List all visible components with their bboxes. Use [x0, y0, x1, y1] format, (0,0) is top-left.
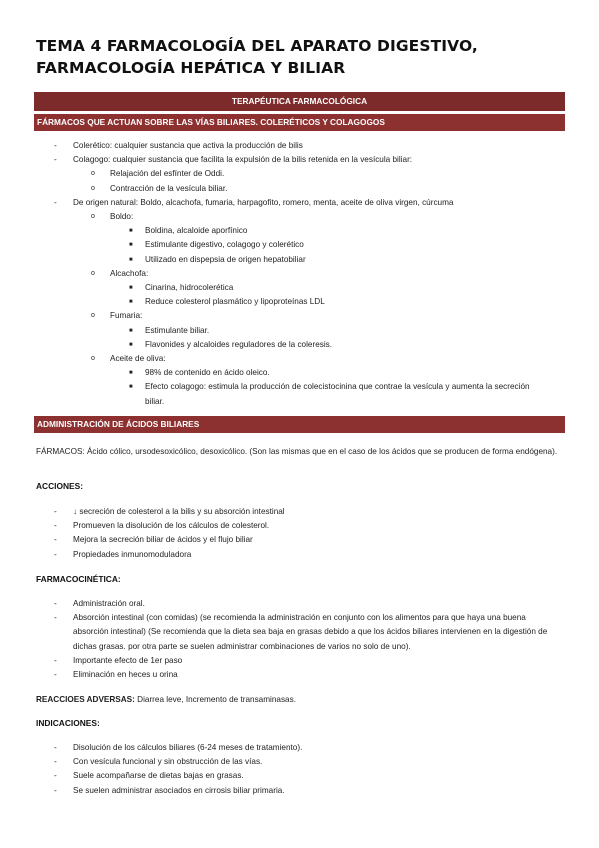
- list-item: [0, 519, 599, 533]
- list-item: [0, 267, 599, 281]
- dash-bullet: -: [54, 535, 57, 545]
- section-banner-farmacos-vias-biliares: FÁRMACOS QUE ACTUAN SOBRE LAS VÍAS BILIARES. COLERÉTICOS Y COLAGOGOS: [34, 114, 565, 131]
- list-item-text: Con vesícula funcional y sin obstrucción de las vías.: [73, 757, 263, 767]
- list-item: [0, 253, 599, 267]
- list-item: [0, 139, 599, 153]
- dash-bullet: -: [54, 599, 57, 608]
- farmacocinetica-list: [0, 597, 599, 682]
- list-item: [0, 224, 599, 238]
- dash-bullet: -: [54, 549, 57, 559]
- circle-bullet: o: [91, 312, 95, 320]
- reacciones-label: REACCIOES ADVERSAS:: [36, 695, 135, 704]
- list-item-text: Importante efecto de 1er paso: [73, 655, 183, 665]
- list-item-text: Colerético: cualquier sustancia que activa la producción de bilis: [73, 141, 303, 150]
- list-item: [0, 210, 599, 224]
- list-item-text: Reduce colesterol plasmático y lipoproteínas LDL: [145, 297, 325, 307]
- list-item-text: Promueven la disolución de los cálculos de colesterol.: [73, 521, 270, 531]
- list-item-text: Propiedades inmunomoduladora: [73, 549, 192, 559]
- bile-drugs-list: [0, 139, 599, 409]
- list-item-text: Estimulante biliar.: [145, 325, 210, 335]
- list-item: [0, 533, 599, 547]
- list-item-text: Efecto colagogo: estimula la producción de colecistocinina que contrae la vesícula y aumenta la secreción biliar.: [145, 382, 530, 406]
- list-item: [0, 309, 599, 323]
- dash-bullet: -: [54, 141, 57, 150]
- indicaciones-list: [0, 741, 599, 798]
- list-item: [0, 784, 599, 798]
- list-item: [0, 295, 599, 309]
- acciones-heading: ACCIONES:: [36, 481, 83, 491]
- list-item: [0, 281, 599, 295]
- circle-bullet: o: [91, 184, 95, 192]
- square-bullet: ■: [129, 228, 133, 235]
- list-item: [0, 153, 599, 167]
- circle-bullet: o: [91, 170, 95, 178]
- list-item: [0, 182, 599, 196]
- farmacos-label: FÁRMACOS:: [36, 447, 85, 456]
- list-item: [0, 597, 599, 611]
- list-item: [0, 654, 599, 668]
- list-item-text: ↓ secreción de colesterol a la bilis y su absorción intestinal: [73, 507, 285, 516]
- square-bullet: ■: [129, 256, 133, 263]
- square-bullet: ■: [129, 299, 133, 306]
- dash-bullet: -: [54, 521, 57, 531]
- section-banner-acidos-biliares: ADMINISTRACIÓN DE ÁCIDOS BILIARES: [34, 416, 565, 433]
- list-item: [0, 196, 599, 210]
- circle-bullet: o: [91, 213, 95, 221]
- list-item-text: Aceite de oliva:: [110, 354, 166, 364]
- list-item-text: Absorción intestinal (con comidas) (se recomienda la administración en conjunto con los alimentos para que haya una buena absorción intestinal) (Se recomienda que la dieta sea baja en grasas debido a que los ácidos biliares intervienen en la digestión de dichas grasas. por otra parte se suelen administrar combinaciones de varios no solo de uno).: [73, 613, 548, 651]
- list-item: [0, 668, 599, 682]
- square-bullet: ■: [129, 384, 133, 391]
- list-item: [0, 611, 599, 654]
- list-item: [0, 741, 599, 755]
- list-item: [0, 238, 599, 252]
- list-item-text: Estimulante digestivo, colagogo y colerético: [145, 240, 304, 250]
- square-bullet: ■: [129, 242, 133, 249]
- dash-bullet: -: [54, 771, 57, 781]
- dash-bullet: -: [54, 757, 57, 767]
- list-item: [0, 167, 599, 181]
- list-item-text: De origen natural: Boldo, alcachofa, fumaria, harpagofito, romero, menta, aceite de oliva virgen, cúrcuma: [73, 197, 454, 207]
- list-item-text: 98% de contenido en ácido oleico.: [145, 368, 270, 378]
- list-item-text: Cinarina, hidrocolerética: [145, 283, 234, 293]
- indicaciones-heading: INDICACIONES:: [36, 718, 100, 728]
- dash-bullet: -: [54, 670, 57, 680]
- list-item-text: Colagogo: cualquier sustancia que facilita la expulsión de la bilis retenida en la vesícula biliar:: [73, 155, 413, 165]
- list-item-text: Fumaria:: [110, 311, 143, 321]
- farmacos-paragraph: [36, 445, 564, 459]
- list-item-text: Utilizado en dispepsia de origen hepatobiliar: [145, 254, 306, 264]
- dash-bullet: -: [54, 197, 57, 207]
- list-item-text: Flavonides y alcaloides reguladores de la coleresis.: [145, 339, 333, 349]
- list-item-text: Relajación del esfínter de Oddi.: [110, 169, 225, 179]
- document-title: TEMA 4 FARMACOLOGÍA DEL APARATO DIGESTIVO, FARMACOLOGÍA HEPÁTICA Y BILIAR: [36, 37, 478, 77]
- list-item: [0, 380, 599, 408]
- dash-bullet: -: [54, 785, 57, 795]
- list-item: [0, 366, 599, 380]
- list-item: [0, 324, 599, 338]
- list-item-text: Administración oral.: [73, 599, 145, 608]
- list-item: [0, 505, 599, 519]
- square-bullet: ■: [129, 285, 133, 292]
- dash-bullet: -: [54, 655, 57, 665]
- square-bullet: ■: [129, 341, 133, 348]
- list-item-text: Mejora la secreción biliar de ácidos y el flujo biliar: [73, 535, 253, 545]
- list-item-text: Eliminación en heces u orina: [73, 670, 178, 680]
- list-item-text: Boldo:: [110, 212, 134, 222]
- dash-bullet: -: [54, 155, 57, 165]
- reacciones-text: Diarrea leve, Incremento de transaminasas.: [137, 695, 296, 704]
- list-item: [0, 769, 599, 783]
- dash-bullet: -: [54, 743, 57, 752]
- reacciones-paragraph: [36, 693, 564, 707]
- list-item-text: Suele acompañarse de dietas bajas en grasas.: [73, 771, 244, 781]
- list-item-text: Alcachofa:: [110, 268, 149, 278]
- list-item-text: Boldina, alcaloide aporfínico: [145, 226, 248, 236]
- section-banner-terapeutica: TERAPÉUTICA FARMACOLÓGICA: [34, 92, 565, 111]
- circle-bullet: o: [91, 355, 95, 363]
- list-item-text: Contracción de la vesícula biliar.: [110, 183, 228, 193]
- dash-bullet: -: [54, 507, 57, 516]
- circle-bullet: o: [91, 269, 95, 277]
- acciones-list: [0, 505, 599, 562]
- list-item: [0, 755, 599, 769]
- list-item: [0, 548, 599, 562]
- farmacos-text: Ácido cólico, ursodesoxicólico, desoxicólico. (Son las mismas que en el caso de los ácidos que se producen de forma endógena).: [86, 447, 558, 456]
- dash-bullet: -: [54, 613, 57, 623]
- list-item: [0, 352, 599, 366]
- list-item-text: Se suelen administrar asociados en cirrosis biliar primaria.: [73, 785, 285, 795]
- farmacocinetica-heading: FARMACOCINÉTICA:: [36, 574, 121, 584]
- square-bullet: ■: [129, 327, 133, 334]
- square-bullet: ■: [129, 370, 133, 377]
- list-item-text: Disolución de los cálculos biliares (6-24 meses de tratamiento).: [73, 743, 303, 752]
- list-item: [0, 338, 599, 352]
